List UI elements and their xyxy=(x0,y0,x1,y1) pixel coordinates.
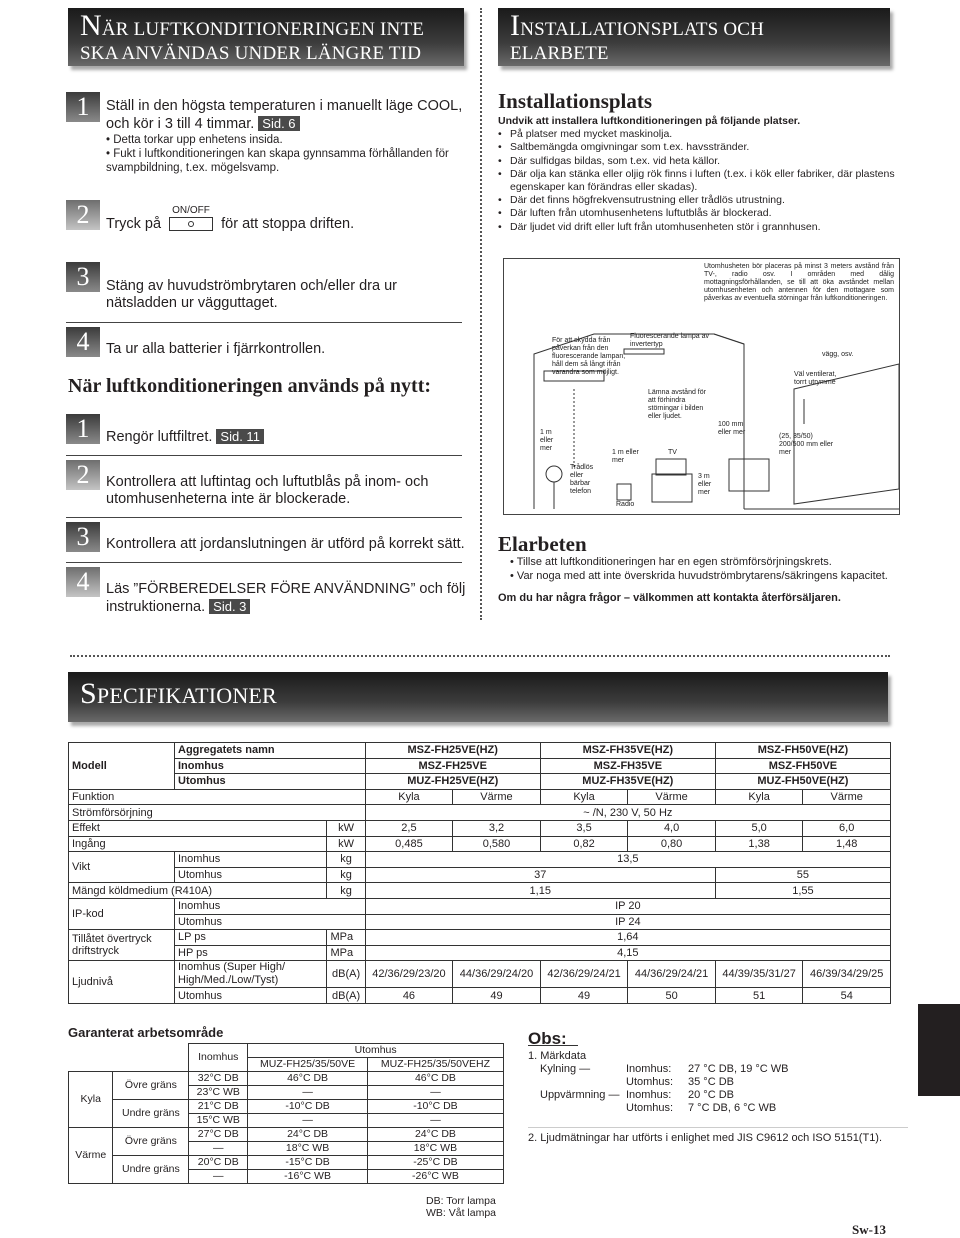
unit-label: Utomhus: xyxy=(626,1102,674,1114)
step-text: för att stoppa driften. xyxy=(221,216,355,232)
cell: Kyla xyxy=(365,789,453,805)
unit: MPa xyxy=(327,945,365,961)
model-name: MSZ-FH25VE xyxy=(365,758,540,774)
unit: dB(A) xyxy=(327,988,365,1004)
electrical-heading: Elarbeten xyxy=(498,532,587,556)
wall-note: vägg, osv. xyxy=(822,351,854,358)
step-3-restart xyxy=(66,522,465,552)
distance-label: 1 m eller mer xyxy=(540,429,554,452)
cell: 0,82 xyxy=(540,836,628,852)
row-label: Utomhus xyxy=(175,867,327,883)
row-label: Inomhus xyxy=(175,758,366,774)
row-label: Strömförsörjning xyxy=(69,805,366,821)
contact-note: Om du har några frågor – välkommen att kontakta återförsäljaren. xyxy=(498,592,841,604)
cell: 1,38 xyxy=(715,836,803,852)
step-1-restart xyxy=(66,414,462,444)
list-item: • Där olja kan stänka eller oljig rök finns i luften (t.ex. i kök eller fabriker, där plastens egenskaper kan förändras eller skadas). xyxy=(498,168,898,194)
cell: 23°C WB xyxy=(189,1086,248,1100)
unit: kW xyxy=(327,820,365,836)
cell: 0,580 xyxy=(453,836,541,852)
list-item: • Var noga med att inte överskrida huvudströmbrytarens/säkringens kapacitet. xyxy=(510,570,888,582)
row-label: Inomhus xyxy=(175,898,366,914)
banner-initial: S xyxy=(80,677,97,710)
cell: -15°C DB xyxy=(248,1156,368,1170)
cell: — xyxy=(248,1114,368,1128)
onoff-button-icon xyxy=(169,205,213,231)
cell: 15°C WB xyxy=(189,1114,248,1128)
row-label: Övre gräns xyxy=(113,1128,189,1156)
unit-label: Inomhus: xyxy=(626,1063,672,1075)
cell: 0,80 xyxy=(628,836,716,852)
step-text: Läs ”FÖRBEREDELSER FÖRE ANVÄNDNING” och följ instruktionerna. xyxy=(106,581,466,615)
banner-text: PECIFIKATIONER xyxy=(96,683,277,708)
section-banner-storage xyxy=(68,8,464,66)
unit: kW xyxy=(327,836,365,852)
step-text: Kontrollera att jordanslutningen är utförd på korrekt sätt. xyxy=(106,536,465,552)
banner-initial: I xyxy=(510,9,521,42)
row-label: Modell xyxy=(69,743,175,790)
cell: 37 xyxy=(365,867,715,883)
col-header: MUZ-FH25/35/50VE xyxy=(248,1058,368,1072)
unit: dB(A) xyxy=(327,961,365,988)
section-banner-specifications xyxy=(68,672,888,722)
row-label: Undre gräns xyxy=(113,1100,189,1128)
list-item: • Där luften från utomhusenhetens luftutblås är blockerad. xyxy=(498,207,898,220)
distance-label: 3 m eller mer xyxy=(698,473,712,496)
model-name: MUZ-FH50VE(HZ) xyxy=(715,774,890,790)
step-4-storage xyxy=(66,327,462,357)
step-number: 4 xyxy=(66,567,100,597)
rating-value: 27 °C DB, 19 °C WB xyxy=(688,1063,789,1075)
cell: -25°C DB xyxy=(367,1156,503,1170)
restart-heading: När luftkonditioneringen används på nytt: xyxy=(68,375,432,397)
step-4-restart xyxy=(66,567,466,617)
electrical-list xyxy=(498,555,898,605)
cell: 46°C DB xyxy=(367,1072,503,1086)
rating-value: 20 °C DB xyxy=(688,1089,734,1101)
distance-label: 1 m eller mer xyxy=(612,449,639,464)
step-number: 3 xyxy=(66,262,100,292)
cell: 44/36/29/24/21 xyxy=(628,961,716,988)
step-number: 2 xyxy=(66,200,100,230)
cell: ~ /N, 230 V, 50 Hz xyxy=(365,805,890,821)
step-text: Rengör luftfiltret. xyxy=(106,429,213,445)
fluor-note: Fluorescerande lampa av invertertyp xyxy=(630,333,709,348)
cell: 51 xyxy=(715,988,803,1004)
distance-label: 100 mm eller mer xyxy=(718,421,746,436)
step-text: Kontrollera att luftintag och luftutblås på inom- och utomhusenheterna inte är blockerade. xyxy=(106,474,429,507)
list-item: • Där det finns högfrekvensutrustning eller trådlös utrustning. xyxy=(498,194,898,207)
section-divider xyxy=(70,655,890,657)
list-item: • Där ljudet vid drift eller luft från utomhusenheten stör i grannhusen. xyxy=(498,221,898,234)
cell: — xyxy=(248,1086,368,1100)
cell: IP 24 xyxy=(365,914,890,930)
model-name: MSZ-FH50VE xyxy=(715,758,890,774)
notes-box xyxy=(528,1029,908,1145)
rating-value: 35 °C DB xyxy=(688,1076,734,1088)
cell: -10°C DB xyxy=(367,1100,503,1114)
notes-title: Obs: xyxy=(528,1032,578,1046)
row-label: Vikt xyxy=(69,852,175,883)
outdoor-note: Utomhusheten bör placeras på minst 3 meters avstånd från TV-, radio osv. I områden med dålig mottagningsförhållanden, se till att öka avståndet mellan utomhusenheten och antennen för den mottagare som påverkas av eventuella störningar från luftkonditioneringen. xyxy=(704,263,894,302)
unit: MPa xyxy=(327,930,365,946)
distance-label: (25, 35/50) 200/500 mm eller mer xyxy=(779,433,834,456)
unit-label: Utomhus: xyxy=(626,1076,674,1088)
mode-label: Kylning — xyxy=(540,1063,591,1075)
cell: 2,5 xyxy=(365,820,453,836)
row-label: Utomhus xyxy=(175,988,327,1004)
step-number: 2 xyxy=(66,460,100,490)
unit: kg xyxy=(327,883,365,899)
cell: Värme xyxy=(628,789,716,805)
unit: kg xyxy=(327,867,365,883)
cell: 21°C DB xyxy=(189,1100,248,1114)
cell: 5,0 xyxy=(715,820,803,836)
banner-text: NSTALLATIONSPLATS OCH xyxy=(520,19,765,40)
list-item: • På platser med mycket maskinolja. xyxy=(498,128,898,141)
cell: Kyla xyxy=(715,789,803,805)
cell: 1,48 xyxy=(803,836,891,852)
col-header: Inomhus xyxy=(189,1044,248,1072)
cell: Värme xyxy=(803,789,891,805)
row-label: Utomhus xyxy=(175,774,366,790)
step-3-storage xyxy=(66,262,462,312)
cell: Värme xyxy=(453,789,541,805)
unit-label: Inomhus: xyxy=(626,1089,672,1101)
row-label: Effekt xyxy=(69,820,327,836)
operating-range-table xyxy=(68,1043,504,1184)
cell: 42/36/29/24/21 xyxy=(540,961,628,988)
row-label: Värme xyxy=(69,1128,113,1184)
banner-text-2: ELARBETE xyxy=(510,43,609,64)
cell: — xyxy=(189,1142,248,1156)
row-label: Tillåtet övertryck driftstryck xyxy=(69,930,175,961)
step-text: Stäng av huvudströmbrytaren och/eller dra ur nätsladden ur vägguttaget. xyxy=(106,278,397,311)
operating-range-heading: Garanterat arbetsområde xyxy=(68,1025,224,1040)
model-name: MSZ-FH50VE(HZ) xyxy=(715,743,890,759)
model-name: MSZ-FH25VE(HZ) xyxy=(365,743,540,759)
ventilation-note: Väl ventilerat, torrt utrymme xyxy=(794,371,837,386)
cell: 18°C WB xyxy=(248,1142,368,1156)
page-ref-badge: Sid. 3 xyxy=(209,599,250,614)
mode-label: Uppvärmning — xyxy=(540,1089,620,1101)
cell: 1,15 xyxy=(365,883,715,899)
model-name: MSZ-FH35VE(HZ) xyxy=(540,743,715,759)
cell: 44/36/29/24/20 xyxy=(453,961,541,988)
model-name: MUZ-FH35VE(HZ) xyxy=(540,774,715,790)
cell: 46/39/34/29/25 xyxy=(803,961,891,988)
tv-label: TV xyxy=(668,449,677,456)
note-1: 1. Märkdata xyxy=(528,1050,587,1062)
cell: 42/36/29/23/20 xyxy=(365,961,453,988)
col-header: Utomhus xyxy=(248,1044,504,1058)
language-tab xyxy=(918,1004,960,1096)
installation-diagram xyxy=(503,258,900,515)
legend-note: WB: Våt lampa xyxy=(426,1207,497,1219)
cell: 46 xyxy=(365,988,453,1004)
cell: -26°C WB xyxy=(367,1170,503,1184)
legend-note: DB: Torr lampa xyxy=(426,1195,496,1207)
page-ref-badge: Sid. 11 xyxy=(216,429,264,444)
cell: 24°C DB xyxy=(367,1128,503,1142)
step-note: • Fukt i luftkonditioneringen kan skapa gynnsamma förhållanden för svampbildning, t.ex. mögelsvamp. xyxy=(106,148,449,174)
row-label: Funktion xyxy=(69,789,366,805)
row-label: HP ps xyxy=(175,945,327,961)
radio-label: Radio xyxy=(616,501,635,508)
col-header: MUZ-FH25/35/50VEHZ xyxy=(367,1058,503,1072)
cell: 32°C DB xyxy=(189,1072,248,1086)
cell: 3,5 xyxy=(540,820,628,836)
legend-notes xyxy=(426,1195,496,1219)
row-label: Utomhus xyxy=(175,914,366,930)
column-divider xyxy=(480,8,482,620)
cell: — xyxy=(189,1170,248,1184)
cell: 1,55 xyxy=(715,883,890,899)
cell: 0,485 xyxy=(365,836,453,852)
cell: Kyla xyxy=(540,789,628,805)
installation-lead: Undvik att installera luftkonditioneringen på följande platser. xyxy=(498,115,801,127)
cell: 55 xyxy=(715,867,890,883)
row-label: IP-kod xyxy=(69,898,175,929)
cell: 6,0 xyxy=(803,820,891,836)
banner-text: ÄR LUFTKONDITIONERINGEN INTE xyxy=(101,19,425,40)
space-note: Lämna avstånd för att förhindra störningar i bilden eller ljudet. xyxy=(648,389,706,420)
cell: 44/39/35/31/27 xyxy=(715,961,803,988)
installation-heading: Installationsplats xyxy=(498,89,653,113)
phone-label: Trådlös eller bärbar telefon xyxy=(570,464,594,495)
page-number: Sw-13 xyxy=(852,1222,886,1237)
row-label: Inomhus (Super High/ High/Med./Low/Tyst) xyxy=(175,961,327,988)
row-label: Kyla xyxy=(69,1072,113,1128)
banner-initial: N xyxy=(80,9,102,42)
cell: 20°C DB xyxy=(189,1156,248,1170)
step-1-storage xyxy=(66,92,462,182)
row-label: Mängd köldmedium (R410A) xyxy=(69,883,327,899)
step-note: • Detta torkar upp enhetens insida. xyxy=(106,134,283,146)
page-ref-badge: Sid. 6 xyxy=(258,116,299,131)
cell: 4,15 xyxy=(365,945,890,961)
banner-text-2: SKA ANVÄNDAS UNDER LÄNGRE TID xyxy=(80,43,422,64)
specifications-table xyxy=(68,742,891,1004)
cell: -16°C WB xyxy=(248,1170,368,1184)
cell: -10°C DB xyxy=(248,1100,368,1114)
cell: 54 xyxy=(803,988,891,1004)
installation-list xyxy=(498,115,898,234)
cell: 1,64 xyxy=(365,930,890,946)
step-text: Ta ur alla batterier i fjärrkontrollen. xyxy=(106,341,326,357)
row-label: LP ps xyxy=(175,930,327,946)
note-2: 2. Ljudmätningar har utförts i enlighet med JIS C9612 och ISO 5151(T1). xyxy=(528,1127,908,1145)
cell: 49 xyxy=(453,988,541,1004)
cell: 18°C WB xyxy=(367,1142,503,1156)
onoff-label: ON/OFF xyxy=(172,205,210,217)
cell: 46°C DB xyxy=(248,1072,368,1086)
step-2-restart xyxy=(66,460,462,510)
row-label: Ljudnivå xyxy=(69,961,175,1004)
list-item-text: Var noga med att inte överskrida huvudströmbrytarens/säkringens kapacitet. xyxy=(516,570,888,582)
row-label: Undre gräns xyxy=(113,1156,189,1184)
row-label: Övre gräns xyxy=(113,1072,189,1100)
cell: 13,5 xyxy=(365,852,890,868)
step-text: Ställ in den högsta temperaturen i manuellt läge COOL, och kör i 3 till 4 timmar. xyxy=(106,98,463,132)
cell: IP 20 xyxy=(365,898,890,914)
step-text: Tryck på xyxy=(106,216,162,232)
list-item: • Där sulfidgas bildas, som t.ex. vid heta källor. xyxy=(498,155,898,168)
step-number: 4 xyxy=(66,327,100,357)
model-name: MSZ-FH35VE xyxy=(540,758,715,774)
rating-value: 7 °C DB, 6 °C WB xyxy=(688,1102,777,1114)
step-2-storage xyxy=(66,200,462,240)
step-number: 1 xyxy=(66,414,100,444)
list-item: • Saltbemängda omgivningar som t.ex. havsstränder. xyxy=(498,141,898,154)
row-label: Aggregatets namn xyxy=(175,743,366,759)
cell: — xyxy=(367,1114,503,1128)
cell: 27°C DB xyxy=(189,1128,248,1142)
row-label: Inomhus xyxy=(175,852,327,868)
list-item-text: Tillse att luftkonditioneringen har en egen strömförsörjningskrets. xyxy=(516,556,832,568)
cell: 50 xyxy=(628,988,716,1004)
row-label: Ingång xyxy=(69,836,327,852)
cell: 24°C DB xyxy=(248,1128,368,1142)
cell: — xyxy=(367,1086,503,1100)
section-banner-installation xyxy=(498,8,890,66)
cell: 49 xyxy=(540,988,628,1004)
cell: 4,0 xyxy=(628,820,716,836)
step-number: 1 xyxy=(66,92,100,122)
unit: kg xyxy=(327,852,365,868)
model-name: MUZ-FH25VE(HZ) xyxy=(365,774,540,790)
cell: 3,2 xyxy=(453,820,541,836)
shield-note: För att skydda från påverkan från den fluorescerande lampan, håll dem så långt ifrån varandra som möjligt. xyxy=(552,337,626,376)
list-item: • Tillse att luftkonditioneringen har en egen strömförsörjningskrets. xyxy=(510,556,832,568)
step-number: 3 xyxy=(66,522,100,552)
